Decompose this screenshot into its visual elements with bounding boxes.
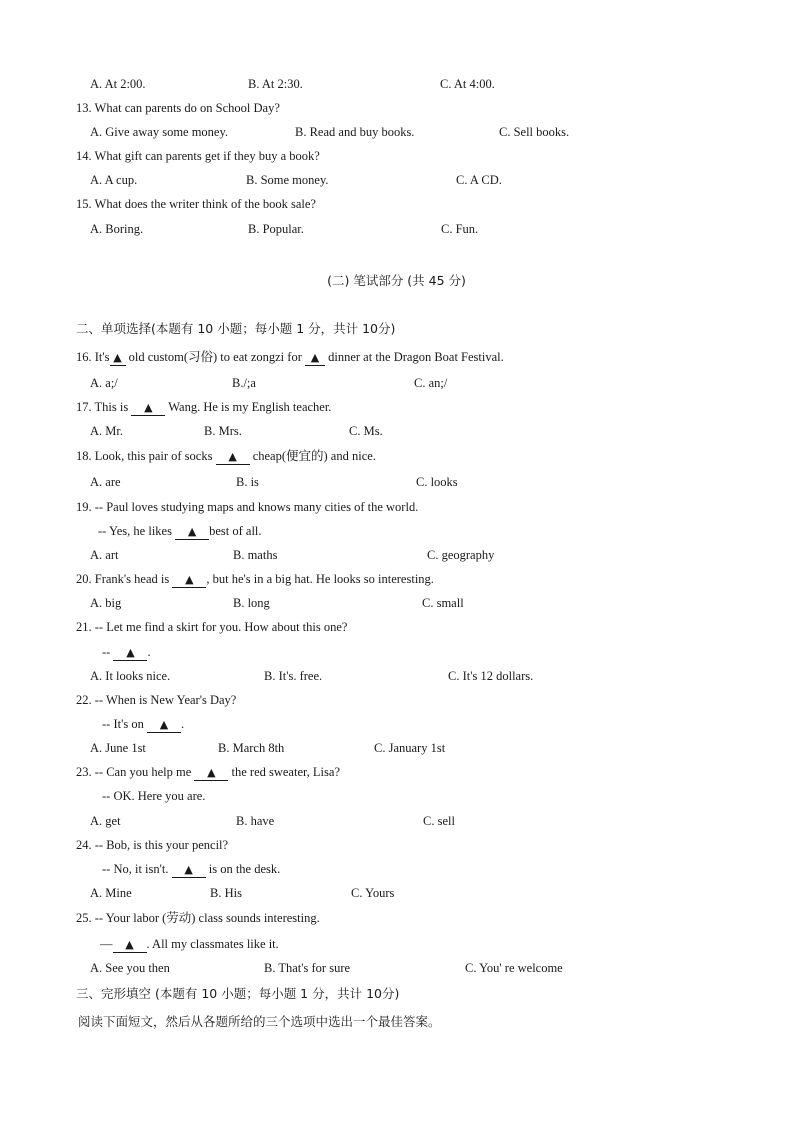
q24-option-b: B. His xyxy=(210,886,242,900)
q17-option-b: B. Mrs. xyxy=(204,424,242,438)
q18-text-2: cheap(便宜的) and nice. xyxy=(249,449,376,463)
q24-text-2: is on the desk. xyxy=(205,862,281,876)
q18-text-1: 18. Look, this pair of socks xyxy=(76,449,216,463)
q14-option-c: C. A CD. xyxy=(456,173,502,187)
q19-option-b: B. maths xyxy=(233,548,278,562)
section3-title: 三、完形填空 (本题有 10 小题；每小题 1 分，共计 10分) xyxy=(76,986,400,1001)
q13-option-c: C. Sell books. xyxy=(499,125,570,139)
q15-option-c: C. Fun. xyxy=(441,222,479,236)
q22-text-1: -- It's on xyxy=(102,717,147,731)
q18-option-c: C. looks xyxy=(416,475,458,489)
q21-option-c: C. It's 12 dollars. xyxy=(448,669,534,683)
part2-title: (二) 笔试部分 (共 45 分) xyxy=(327,273,466,288)
q24-question: 24. -- Bob, is this your pencil? xyxy=(76,838,229,852)
q19-blank: ▲ xyxy=(175,525,209,540)
q21-option-a: A. It looks nice. xyxy=(90,669,171,683)
q23-blank: ▲ xyxy=(194,766,228,781)
q13-option-a: A. Give away some money. xyxy=(90,125,229,139)
q21-text-2: . xyxy=(147,645,151,659)
q20-option-a: A. big xyxy=(90,596,122,610)
q20-option-b: B. long xyxy=(233,596,270,610)
q21-question: 21. -- Let me find a skirt for you. How about this one? xyxy=(76,620,348,634)
q25-text-2: . All my classmates like it. xyxy=(146,937,279,951)
q24-option-a: A. Mine xyxy=(90,886,132,900)
q12-option-a: A. At 2:00. xyxy=(90,77,146,91)
q25-option-b: B. That's for sure xyxy=(264,961,351,975)
q19-reply xyxy=(98,523,262,540)
q19-question: 19. -- Paul loves studying maps and knows many cities of the world. xyxy=(76,500,419,514)
q22-option-c: C. January 1st xyxy=(374,741,446,755)
q25-option-a: A. See you then xyxy=(90,961,170,975)
q16-text-1: 16. It's xyxy=(76,350,110,364)
q17-option-c: C. Ms. xyxy=(349,424,383,438)
q17-blank: ▲ xyxy=(131,401,165,416)
section3-instructions: 阅读下面短文，然后从各题所给的三个选项中选出一个最佳答案。 xyxy=(78,1014,441,1029)
q20-text-2: , but he's in a big hat. He looks so interesting. xyxy=(206,572,434,586)
q25-option-c: C. You' re welcome xyxy=(465,961,563,975)
q16-option-c: C. an;/ xyxy=(414,376,448,390)
q23-reply: -- OK. Here you are. xyxy=(102,789,206,803)
q20-question xyxy=(76,571,434,588)
q13-option-b: B. Read and buy books. xyxy=(295,125,415,139)
q17-text-2: Wang. He is my English teacher. xyxy=(165,400,332,414)
q18-blank: ▲ xyxy=(216,450,250,465)
q23-option-a: A. get xyxy=(90,814,121,828)
q23-text-2: the red sweater, Lisa? xyxy=(228,765,340,779)
q24-blank: ▲ xyxy=(172,863,206,878)
q22-option-b: B. March 8th xyxy=(218,741,285,755)
q18-option-b: B. is xyxy=(236,475,259,489)
q18-option-a: A. are xyxy=(90,475,121,489)
q19-text-2: best of all. xyxy=(209,524,262,538)
section2-title: 二、单项选择(本题有 10 小题；每小题 1 分，共计 10分) xyxy=(76,321,396,336)
q17-option-a: A. Mr. xyxy=(90,424,123,438)
q22-blank: ▲ xyxy=(147,718,181,733)
q20-text-1: 20. Frank's head is xyxy=(76,572,173,586)
q19-text-1: -- Yes, he likes xyxy=(98,524,176,538)
q16-text-3: dinner at the Dragon Boat Festival. xyxy=(324,350,504,364)
q22-text-2: . xyxy=(180,717,185,731)
q15-option-a: A. Boring. xyxy=(90,222,144,236)
q17-text-1: 17. This is xyxy=(76,400,132,414)
q21-reply xyxy=(102,644,151,661)
q15-question: 15. What does the writer think of the book sale? xyxy=(76,197,316,211)
q12-option-b: B. At 2:30. xyxy=(248,77,303,91)
q25-reply xyxy=(100,936,279,953)
q19-option-a: A. art xyxy=(90,548,119,562)
q17-question xyxy=(76,399,331,416)
q21-blank: ▲ xyxy=(113,646,147,661)
q13-question: 13. What can parents do on School Day? xyxy=(76,101,280,115)
q16-question xyxy=(76,349,504,366)
q21-option-b: B. It's. free. xyxy=(264,669,323,683)
q25-text-1: — xyxy=(100,937,113,951)
q20-blank: ▲ xyxy=(172,573,206,588)
q22-option-a: A. June 1st xyxy=(90,741,146,755)
q16-option-a: A. a;/ xyxy=(90,376,118,390)
q18-question xyxy=(76,448,376,465)
q19-option-c: C. geography xyxy=(427,548,495,562)
q16-text-2: old custom(习俗) to eat zongzi for xyxy=(125,350,305,364)
q14-option-a: A. A cup. xyxy=(90,173,138,187)
q25-question: 25. -- Your labor (劳动) class sounds interesting. xyxy=(76,911,320,925)
q23-text-1: 23. -- Can you help me xyxy=(76,765,195,779)
q15-option-b: B. Popular. xyxy=(248,222,304,236)
q24-text-1: -- No, it isn't. xyxy=(102,862,172,876)
q20-option-c: C. small xyxy=(422,596,464,610)
q16-blank-1: ▲ xyxy=(110,351,126,366)
q24-option-c: C. Yours xyxy=(351,886,395,900)
q21-text-1: -- xyxy=(102,645,114,659)
q14-option-b: B. Some money. xyxy=(246,173,329,187)
q12-option-c: C. At 4:00. xyxy=(440,77,495,91)
q25-blank: ▲ xyxy=(113,938,147,953)
q16-option-b: B./;a xyxy=(232,376,256,390)
q23-option-b: B. have xyxy=(236,814,275,828)
q22-reply xyxy=(102,716,184,733)
q22-question: 22. -- When is New Year's Day? xyxy=(76,693,237,707)
q16-blank-2: ▲ xyxy=(305,351,325,366)
q23-option-c: C. sell xyxy=(423,814,455,828)
q24-reply xyxy=(102,861,280,878)
q14-question: 14. What gift can parents get if they buy a book? xyxy=(76,149,320,163)
q23-question xyxy=(76,764,340,781)
